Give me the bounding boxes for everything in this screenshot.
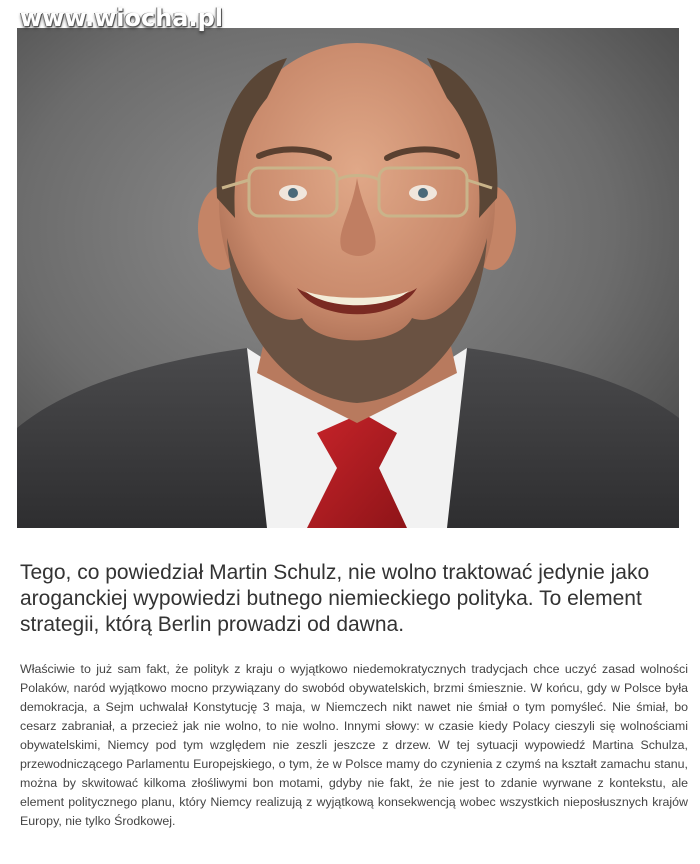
article-lead: Tego, co powiedział Martin Schulz, nie wolno traktować jedynie jako aroganckiej wypowiedzi butnego niemieckiego polityka. To element strategii, którą Berlin prowadzi od dawna. [20,561,650,636]
portrait-illustration [17,28,679,528]
site-watermark: www.wiocha.pl [20,4,224,32]
article-body: Właściwie to już sam fakt, że polityk z kraju o wyjątkowo niedemokratycznych tradycjach chce uczyć zasad wolności Polaków, naród wyjątkowo mocno przywiązany do swobód obywatelskich, brzmi śmiesznie. W końcu, gdy w Polsce była demokracja, a Sejm uchwalał Konstytucję 3 maja, w Niemczech nikt nawet nie śmiał o tym pomyśleć. Nie śmiał, bo cesarz zabraniał, a przecież jak nie wolno, to nie wolno. Innymi słowy: w czasie kiedy Polacy cieszyli się wolnościami obywatelskimi, Niemcy pod tym względem nie zeszli jeszcze z drzew. W tej sytuacji wypowiedź Martina Schulza, przewodniczącego Parlamentu Europejskiego, o tym, że w Polsce mamy do czynienia z czymś na kształt zamachu stanu, można by skwitować kilkoma złośliwymi bon motami, gdyby nie fakt, że nie jest to zdanie wyrwane z kontekstu, ale element politycznego planu, który Niemcy realizują z wyjątkową konsekwencją wobec wszystkich nieposłusznych krajów Europy, nie tylko Środkowej. [20,662,688,828]
portrait-photo [17,28,679,528]
